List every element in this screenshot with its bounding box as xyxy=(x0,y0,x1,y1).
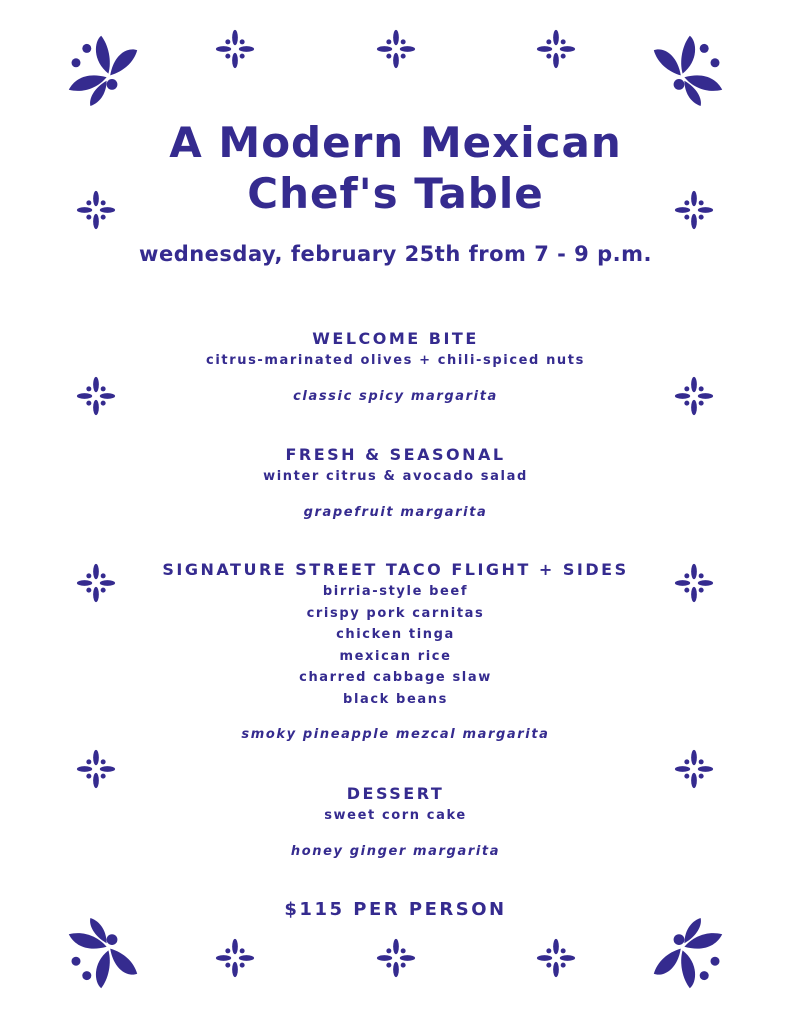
talavera-flower-star-icon xyxy=(214,937,256,979)
course-title: SIGNATURE STREET TACO FLIGHT + SIDES xyxy=(162,560,629,579)
course-fresh-seasonal xyxy=(0,444,791,524)
title-line-1: A Modern Mexican xyxy=(169,118,622,167)
course-welcome-bite xyxy=(0,328,791,408)
course-dessert xyxy=(0,783,791,863)
talavera-flower-star-icon xyxy=(375,28,417,70)
talavera-leaf-cluster-icon xyxy=(648,918,728,990)
drink-pairing: grapefruit margarita xyxy=(303,504,488,520)
event-date: wednesday, february 25th from 7 - 9 p.m. xyxy=(139,242,652,266)
talavera-flower-star-icon xyxy=(375,937,417,979)
talavera-leaf-cluster-icon xyxy=(63,34,143,106)
talavera-flower-star-icon xyxy=(214,28,256,70)
menu-item: citrus-marinated olives + chili-spiced nuts xyxy=(206,353,585,368)
drink-pairing: smoky pineapple mezcal margarita xyxy=(241,727,550,742)
talavera-leaf-cluster-icon xyxy=(648,34,728,106)
menu-item: mexican rice xyxy=(339,648,452,664)
menu-item: black beans xyxy=(343,691,448,707)
menu-item: winter citrus & avocado salad xyxy=(263,469,528,484)
menu-item: sweet corn cake xyxy=(324,808,467,823)
menu-item: charred cabbage slaw xyxy=(299,670,492,685)
menu-item: chicken tinga xyxy=(336,627,455,642)
course-title: DESSERT xyxy=(346,784,445,803)
price: $115 PER PERSON xyxy=(284,899,507,920)
title-line-2: Chef's Table xyxy=(247,169,544,218)
talavera-flower-star-icon xyxy=(535,937,577,979)
drink-pairing: classic spicy margarita xyxy=(293,388,498,404)
talavera-flower-star-icon xyxy=(535,28,577,70)
talavera-leaf-cluster-icon xyxy=(63,918,143,990)
course-title: WELCOME BITE xyxy=(312,329,479,348)
course-taco-flight xyxy=(0,559,791,746)
menu-item: crispy pork carnitas xyxy=(306,605,485,621)
menu-item: birria-style beef xyxy=(322,584,469,599)
course-title: FRESH & SEASONAL xyxy=(285,445,506,464)
drink-pairing: honey ginger margarita xyxy=(290,843,501,859)
